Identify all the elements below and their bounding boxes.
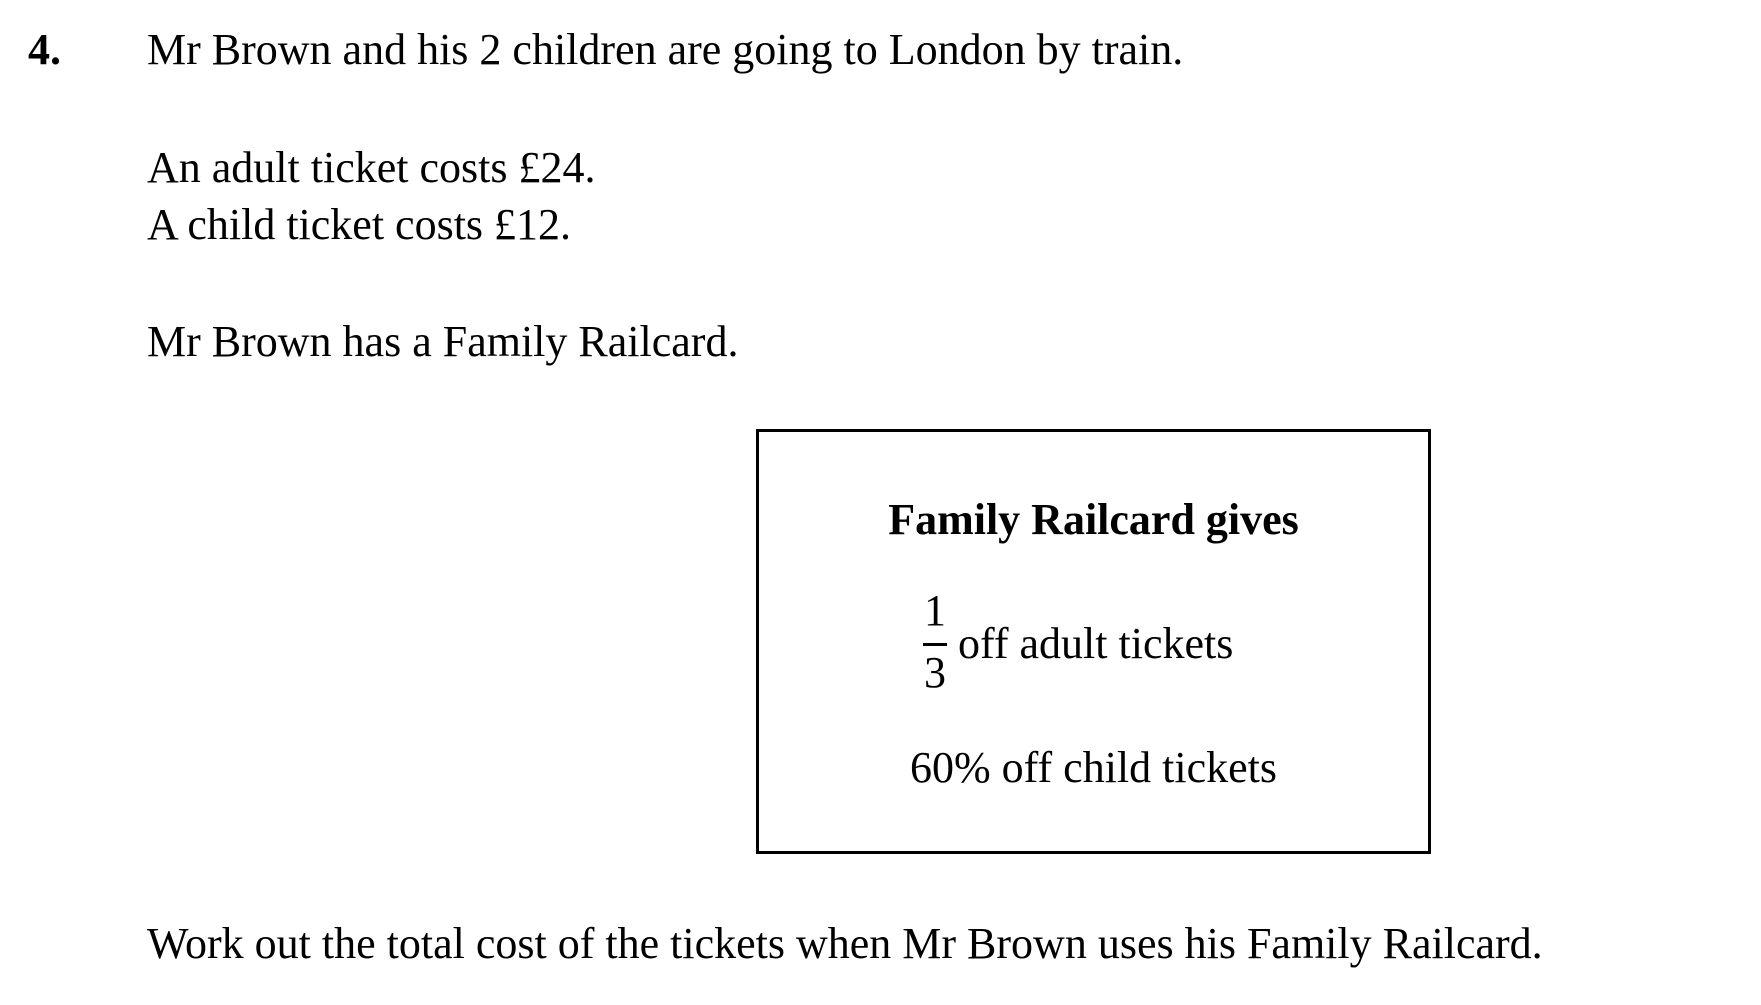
child-discount-text: 60% off child tickets	[910, 743, 1277, 792]
railcard-statement-text: Mr Brown has a Family Railcard.	[147, 317, 739, 366]
railcard-box-title: Family Railcard gives	[888, 495, 1299, 544]
fraction-denominator: 3	[924, 648, 946, 697]
child-ticket-price-text: A child ticket costs £12.	[147, 200, 572, 249]
question-intro-text: Mr Brown and his 2 children are going to London by train.	[147, 25, 1184, 74]
question-number: 4.	[28, 25, 61, 74]
adult-ticket-price-text: An adult ticket costs £24.	[147, 143, 596, 192]
fraction-numerator: 1	[924, 586, 946, 635]
question-instruction-text: Work out the total cost of the tickets when Mr Brown uses his Family Railcard.	[147, 919, 1543, 968]
railcard-info-box	[756, 429, 1431, 854]
fraction-bar	[923, 643, 947, 646]
adult-discount-row	[759, 587, 1428, 702]
one-third-fraction	[921, 587, 949, 702]
adult-discount-label: off adult tickets	[958, 619, 1234, 668]
